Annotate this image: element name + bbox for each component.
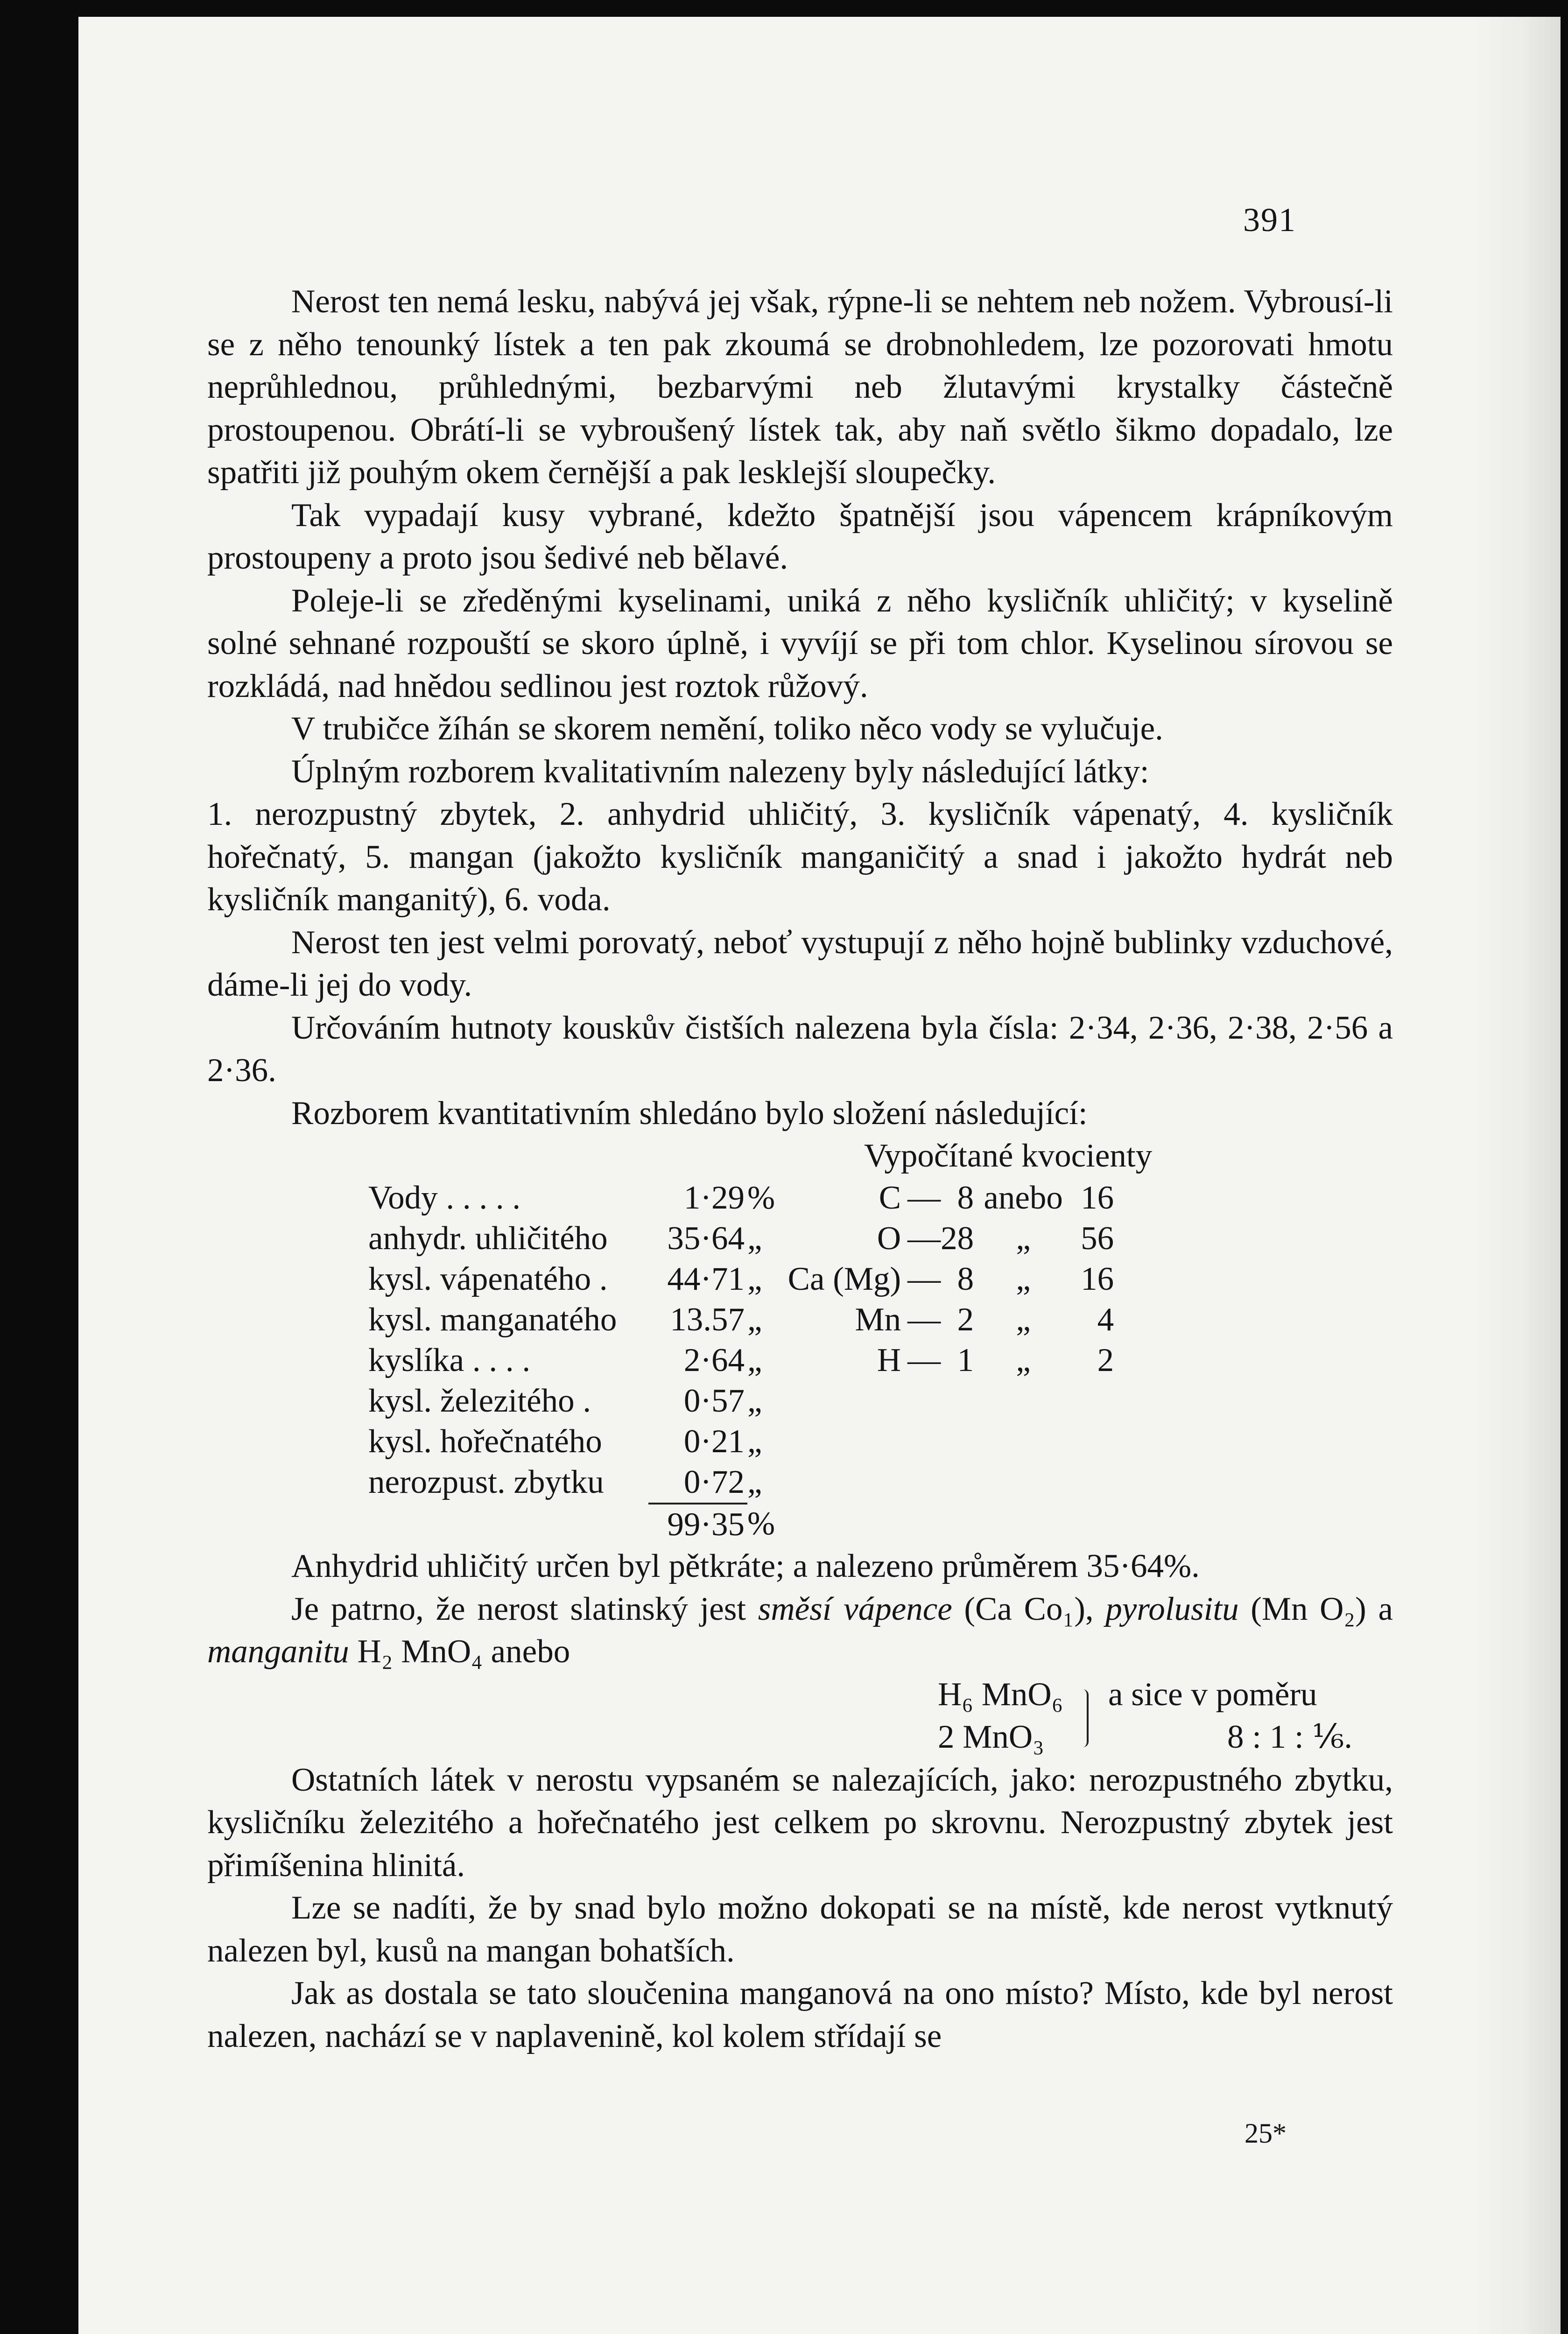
paragraph: Nerost ten jest velmi porovatý, neboť vystupují z něho hojně bublinky vzduchové, dáme-li jej do vody. bbox=[207, 924, 1393, 1003]
total-row bbox=[368, 1504, 1114, 1545]
ratio-label: a sice v poměru bbox=[1108, 1676, 1317, 1713]
table-row: kysl. manganatého 13.57 „ Mn — 2 „ 4 bbox=[368, 1301, 1114, 1338]
quotient-header-label: Vypočítané kvocienty bbox=[864, 1138, 1153, 1174]
body-text bbox=[207, 281, 1393, 2058]
paragraph: Určováním hutnoty kouskův čistších nalezena byla čísla: 2·34, 2·36, 2·38, 2·56 a 2·36. bbox=[207, 1009, 1393, 1089]
paragraph: Rozborem kvantitativním shledáno bylo složení následující: bbox=[291, 1095, 1088, 1132]
table-row: kysl. vápenatého . 44·71 „ Ca (Mg) — 8 „ 16 bbox=[368, 1261, 1114, 1297]
signature-mark: 25* bbox=[1245, 2118, 1287, 2149]
paragraph: Ostatních látek v nerostu vypsaném se nalezajících, jako: nerozpustného zbytku, kysličníku železitého a hořečnatého jest celkem po skrovnu. Nerozpustný zbytek jest přimíšenina hlinitá. bbox=[207, 1761, 1393, 1884]
total-unit: % bbox=[747, 1505, 775, 1542]
table-row: kysl. železitého . 0·57 „ bbox=[368, 1383, 762, 1419]
table-row: anhydr. uhličitého 35·64 „ O — 28 „ 56 bbox=[368, 1220, 1114, 1257]
table-row: nerozpust. zbytku 0·72 „ bbox=[368, 1464, 762, 1500]
paragraph: V trubičce žíhán se skorem nemění, toliko něco vody se vylučuje. bbox=[291, 710, 1163, 747]
formula-block bbox=[207, 1673, 1393, 1759]
book-page bbox=[78, 17, 1561, 2334]
composition-table bbox=[368, 1178, 1114, 1545]
total-value: 99·35 bbox=[648, 1504, 747, 1545]
formula-line-1: H₆ MnO₆ bbox=[938, 1676, 1063, 1713]
brace-icon bbox=[1080, 1689, 1089, 1747]
paragraph: Anhydrid uhličitý určen byl pětkráte; a nalezeno průměrem 35·64%. bbox=[291, 1548, 1200, 1584]
ratio-value: 8 : 1 : ⅙. bbox=[1227, 1718, 1353, 1755]
table-row: kysl. hořečnatého 0·21 „ bbox=[368, 1423, 762, 1460]
table-row: Vody . . . . . 1·29 % C — 8 anebo 16 bbox=[368, 1180, 1114, 1216]
paragraph: Jak as dostala se tato sloučenina manganová na ono místo? Místo, kde byl nerost nalezen, nachází se v naplavenině, kol kolem střídají se bbox=[207, 1975, 1393, 2054]
paragraph: Nerost ten nemá lesku, nabývá jej však, rýpne-li se nehtem neb nožem. Vybrousí-li se z něho tenounký lístek a ten pak zkoumá se drobnohledem, lze pozorovati hmotu neprůhlednou, průhlednými, bezbarvými neb žlutavými krystalky částečně prostoupenou. Obrátí-li se vybroušený lístek tak, aby naň světlo šikmo dopadalo, lze spatřiti již pouhým okem černější a pak lesklejší sloupečky. bbox=[207, 283, 1393, 491]
table-row: kyslíka . . . . 2·64 „ H — 1 „ 2 bbox=[368, 1342, 1114, 1378]
page-number: 391 bbox=[1243, 201, 1296, 239]
paragraph: 1. nerozpustný zbytek, 2. anhydrid uhličitý, 3. kysličník vápenatý, 4. kysličník hořečnatý, 5. mangan (jakožto kysličník manganičitý a snad i jakožto hydrát neb kysličník manganitý), 6. voda. bbox=[207, 796, 1393, 918]
paragraph-mixture: Je patrno, že nerost slatinský jest směsí vápence (Ca Co₁), pyrolusitu (Mn O₂) a manganitu H₂ MnO₄ anebo bbox=[207, 1590, 1393, 1670]
page-edge-shadow bbox=[1472, 17, 1561, 2334]
paragraph: Lze se nadíti, že by snad bylo možno dokopati se na místě, kde nerost vytknutý nalezen byl, kusů na mangan bohatších. bbox=[207, 1890, 1393, 1969]
formula-line-2: 2 MnO₃ bbox=[938, 1718, 1044, 1755]
paragraph: Tak vypadají kusy vybrané, kdežto špatnější jsou vápencem krápníkovým prostoupeny a proto jsou šedivé neb bělavé. bbox=[207, 497, 1393, 576]
quotient-header bbox=[207, 1135, 1393, 1178]
paragraph: Úplným rozborem kvalitativním nalezeny byly následující látky: bbox=[291, 753, 1149, 790]
paragraph: Poleje-li se zředěnými kyselinami, uniká z něho kysličník uhličitý; v kyselině solné sehnané rozpouští se skoro úplně, i vyvíjí se při tom chlor. Kyselinou sírovou se rozkládá, nad hnědou sedlinou jest roztok růžový. bbox=[207, 582, 1393, 704]
